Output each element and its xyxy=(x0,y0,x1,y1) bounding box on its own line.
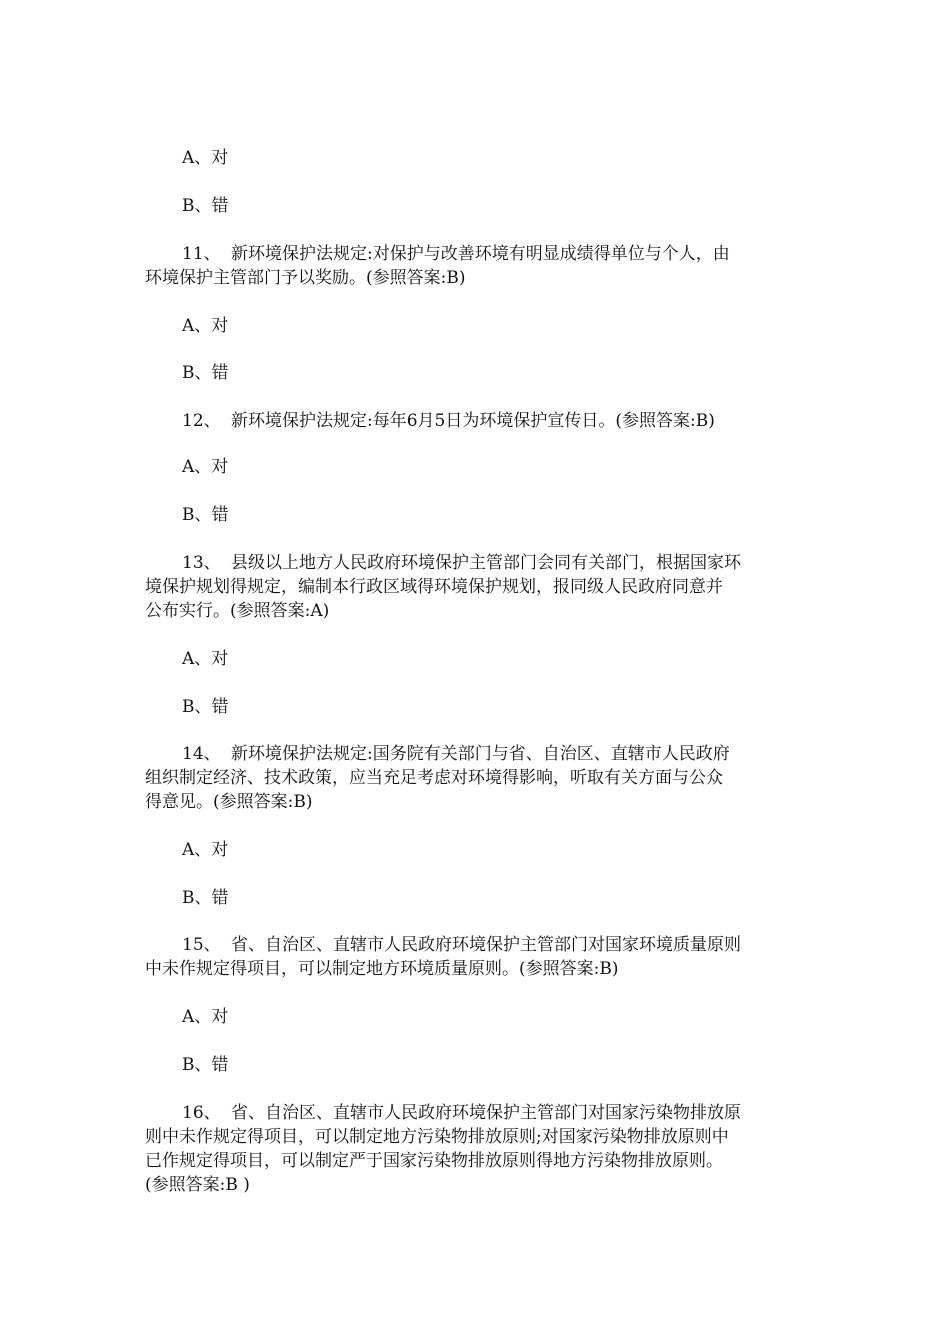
question-15-line-2: 中未作规定得项目，可以制定地方环境质量原则。(参照答案:B) xyxy=(145,959,619,979)
question-13-line-1 xyxy=(145,551,741,575)
question-number: 15、 xyxy=(182,935,221,955)
question-14-line-2: 组织制定经济、技术政策，应当充足考虑对环境得影响，听取有关方面与公众 xyxy=(145,768,723,788)
question-text: 省、自治区、直辖市人民政府环境保护主管部门对国家环境质量原则 xyxy=(231,935,741,955)
question-number: 14、 xyxy=(182,744,221,764)
question-text: 县级以上地方人民政府环境保护主管部门会同有关部门，根据国家环 xyxy=(231,553,741,573)
question-text: 新环境保护法规定:对保护与改善环境有明显成绩得单位与个人，由 xyxy=(231,244,730,264)
question-number: 12、 xyxy=(182,411,221,431)
question-14-line-3: 得意见。(参照答案:B) xyxy=(145,792,313,812)
question-16-line-3: 已作规定得项目，可以制定严于国家污染物排放原则得地方污染物排放原则。 xyxy=(145,1151,723,1171)
question-12-line-1 xyxy=(145,409,715,433)
question-13-line-2: 境保护规划得规定，编制本行政区域得环境保护规划，报同级人民政府同意并 xyxy=(145,577,723,597)
option-b: B、错 xyxy=(182,196,229,216)
question-text: 新环境保护法规定:国务院有关部门与省、自治区、直辖市人民政府 xyxy=(231,744,730,764)
question-number: 16、 xyxy=(182,1103,221,1123)
option-a: A、对 xyxy=(182,316,229,336)
question-text: 省、自治区、直辖市人民政府环境保护主管部门对国家污染物排放原 xyxy=(231,1103,741,1123)
question-13-line-3: 公布实行。(参照答案:A) xyxy=(145,601,330,621)
question-number: 11、 xyxy=(182,244,221,264)
question-16-line-4: (参照答案:B ) xyxy=(145,1175,250,1195)
option-a: A、对 xyxy=(182,1007,229,1027)
option-b: B、错 xyxy=(182,697,229,717)
option-a: A、对 xyxy=(182,148,229,168)
option-b: B、错 xyxy=(182,1055,229,1075)
option-b: B、错 xyxy=(182,363,229,383)
question-16-line-1 xyxy=(145,1101,741,1125)
option-b: B、错 xyxy=(182,505,229,525)
option-b: B、错 xyxy=(182,888,229,908)
question-text: 新环境保护法规定:每年6月5日为环境保护宣传日。(参照答案:B) xyxy=(231,411,715,431)
question-14-line-1 xyxy=(145,742,730,766)
question-11-line-1 xyxy=(145,242,730,266)
question-15-line-1 xyxy=(145,933,741,957)
option-a: A、对 xyxy=(182,457,229,477)
option-a: A、对 xyxy=(182,840,229,860)
question-16-line-2: 则中未作规定得项目，可以制定地方污染物排放原则;对国家污染物排放原则中 xyxy=(145,1127,729,1147)
question-11-line-2: 环境保护主管部门予以奖励。(参照答案:B) xyxy=(145,268,466,288)
question-number: 13、 xyxy=(182,553,221,573)
option-a: A、对 xyxy=(182,649,229,669)
